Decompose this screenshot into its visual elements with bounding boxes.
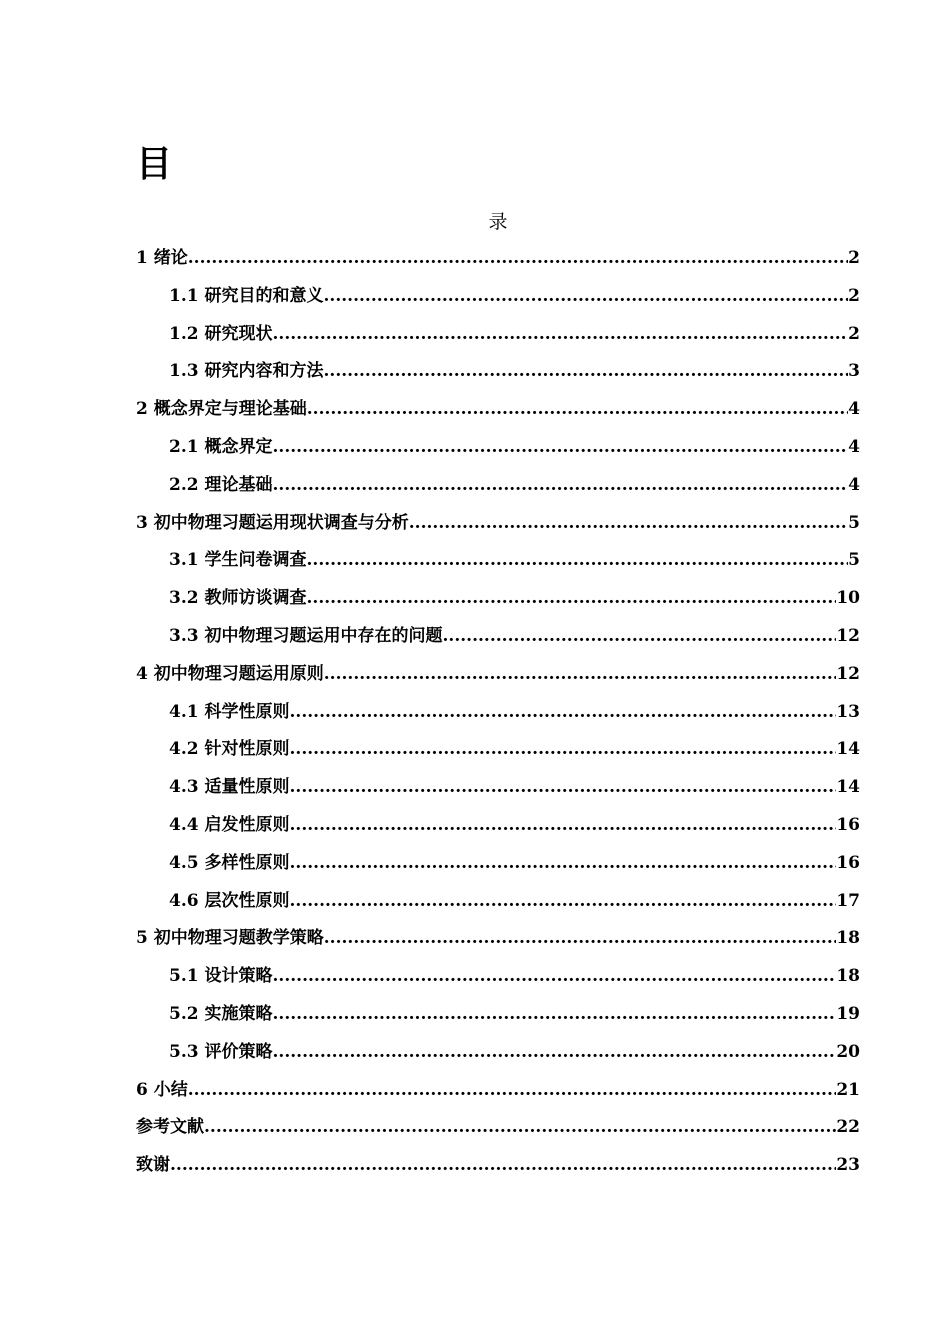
toc-entry-page-number: 13 [836,701,860,722]
toc-entry-page-number: 4 [848,399,860,420]
toc-entry-page-number: 21 [836,1079,860,1100]
toc-entry-label: 2.1 概念界定 [169,436,273,457]
toc-dot-leader [273,958,837,996]
toc-entry-page-number: 12 [836,625,860,646]
toc-entry-label: 5.2 实施策略 [169,1003,273,1024]
toc-entry-label: 致谢 [136,1155,170,1176]
toc-entry-label: 5.1 设计策略 [169,966,273,987]
toc-entry[interactable] [136,240,860,278]
toc-entry-page-number: 18 [836,966,860,987]
toc-entry-page-number: 2 [848,323,860,344]
toc-entry[interactable] [136,505,860,543]
toc-entry-label: 4 初中物理习题运用原则 [136,663,324,684]
toc-dot-leader [443,618,837,656]
toc-entry[interactable] [136,920,860,958]
toc-entry-page-number: 12 [836,663,860,684]
toc-entry-page-number: 5 [848,512,860,533]
toc-dot-leader [307,542,849,580]
toc-dot-leader [290,769,837,807]
toc-dot-leader [290,807,837,845]
toc-entry[interactable] [136,467,860,505]
toc-dot-leader [307,580,837,618]
toc-entry-page-number: 4 [848,474,860,495]
toc-entry-label: 3.2 教师访谈调查 [169,588,307,609]
toc-entry-page-number: 18 [836,928,860,949]
toc-heading-second-char: 录 [488,211,508,233]
toc-dot-leader [273,316,849,354]
toc-dot-leader [409,505,848,543]
toc-entry[interactable] [136,656,860,694]
toc-dot-leader [290,694,837,732]
toc-dot-leader [324,353,849,391]
toc-entry[interactable] [136,1072,860,1110]
toc-entry[interactable] [136,1034,860,1072]
toc-entry-label: 4.4 启发性原则 [169,814,290,835]
toc-entry[interactable] [136,845,860,883]
toc-dot-leader [273,996,837,1034]
toc-dot-leader [204,1109,836,1147]
toc-dot-leader [307,391,848,429]
toc-dot-leader [170,1147,836,1185]
toc-entry-page-number: 16 [836,814,860,835]
toc-heading-first-char: 目 [136,143,173,185]
toc-dot-leader [188,240,848,278]
toc-entry-label: 4.1 科学性原则 [169,701,290,722]
toc-entry-label: 2 概念界定与理论基础 [136,399,307,420]
toc-entry-page-number: 10 [836,588,860,609]
toc-entry-label: 2.2 理论基础 [169,474,273,495]
toc-entry[interactable] [136,278,860,316]
toc-dot-leader [290,731,837,769]
toc-entry-page-number: 17 [836,890,860,911]
toc-entry-page-number: 20 [836,1041,860,1062]
toc-entry[interactable] [136,1147,860,1185]
toc-entry-label: 3.3 初中物理习题运用中存在的问题 [169,625,443,646]
toc-entry-page-number: 2 [848,248,860,268]
toc-dot-leader [273,1034,837,1072]
toc-entry-label: 1.1 研究目的和意义 [169,285,324,306]
toc-entry[interactable] [136,769,860,807]
toc-entry[interactable] [136,883,860,921]
toc-entry[interactable] [136,353,860,391]
toc-entry[interactable] [136,996,860,1034]
toc-entry[interactable] [136,429,860,467]
toc-entry-label: 4.3 适量性原则 [169,777,290,798]
toc-entry-page-number: 19 [836,1003,860,1024]
toc-entry-label: 1 绪论 [136,248,188,268]
toc-entry-label: 3.1 学生问卷调查 [169,550,307,571]
toc-entry[interactable] [136,958,860,996]
table-of-contents [136,240,860,1185]
toc-entry-page-number: 4 [848,436,860,457]
toc-entry-page-number: 5 [848,550,860,571]
toc-dot-leader [273,467,849,505]
toc-dot-leader [324,656,837,694]
toc-entry-page-number: 16 [836,852,860,873]
toc-entry-label: 6 小结 [136,1079,188,1100]
toc-entry-label: 4.6 层次性原则 [169,890,290,911]
toc-entry-page-number: 3 [848,361,860,382]
toc-dot-leader [324,920,837,958]
toc-entry[interactable] [136,391,860,429]
toc-entry[interactable] [136,316,860,354]
toc-entry-label: 3 初中物理习题运用现状调查与分析 [136,512,409,533]
toc-entry-label: 1.3 研究内容和方法 [169,361,324,382]
toc-dot-leader [324,278,849,316]
toc-entry-label: 4.5 多样性原则 [169,852,290,873]
toc-entry-page-number: 14 [836,777,860,798]
toc-entry-label: 参考文献 [136,1117,204,1138]
toc-entry[interactable] [136,694,860,732]
toc-entry-page-number: 23 [836,1155,860,1176]
toc-entry-page-number: 14 [836,739,860,760]
toc-entry-page-number: 2 [848,285,860,306]
toc-entry[interactable] [136,807,860,845]
toc-entry[interactable] [136,580,860,618]
toc-entry-label: 5.3 评价策略 [169,1041,273,1062]
toc-entry[interactable] [136,542,860,580]
toc-entry-page-number: 22 [836,1117,860,1138]
toc-entry[interactable] [136,618,860,656]
toc-entry-label: 4.2 针对性原则 [169,739,290,760]
toc-entry[interactable] [136,1109,860,1147]
toc-dot-leader [290,883,837,921]
toc-dot-leader [273,429,849,467]
toc-dot-leader [290,845,837,883]
toc-entry[interactable] [136,731,860,769]
toc-entry-label: 5 初中物理习题教学策略 [136,928,324,949]
toc-dot-leader [188,1072,837,1110]
toc-entry-label: 1.2 研究现状 [169,323,273,344]
